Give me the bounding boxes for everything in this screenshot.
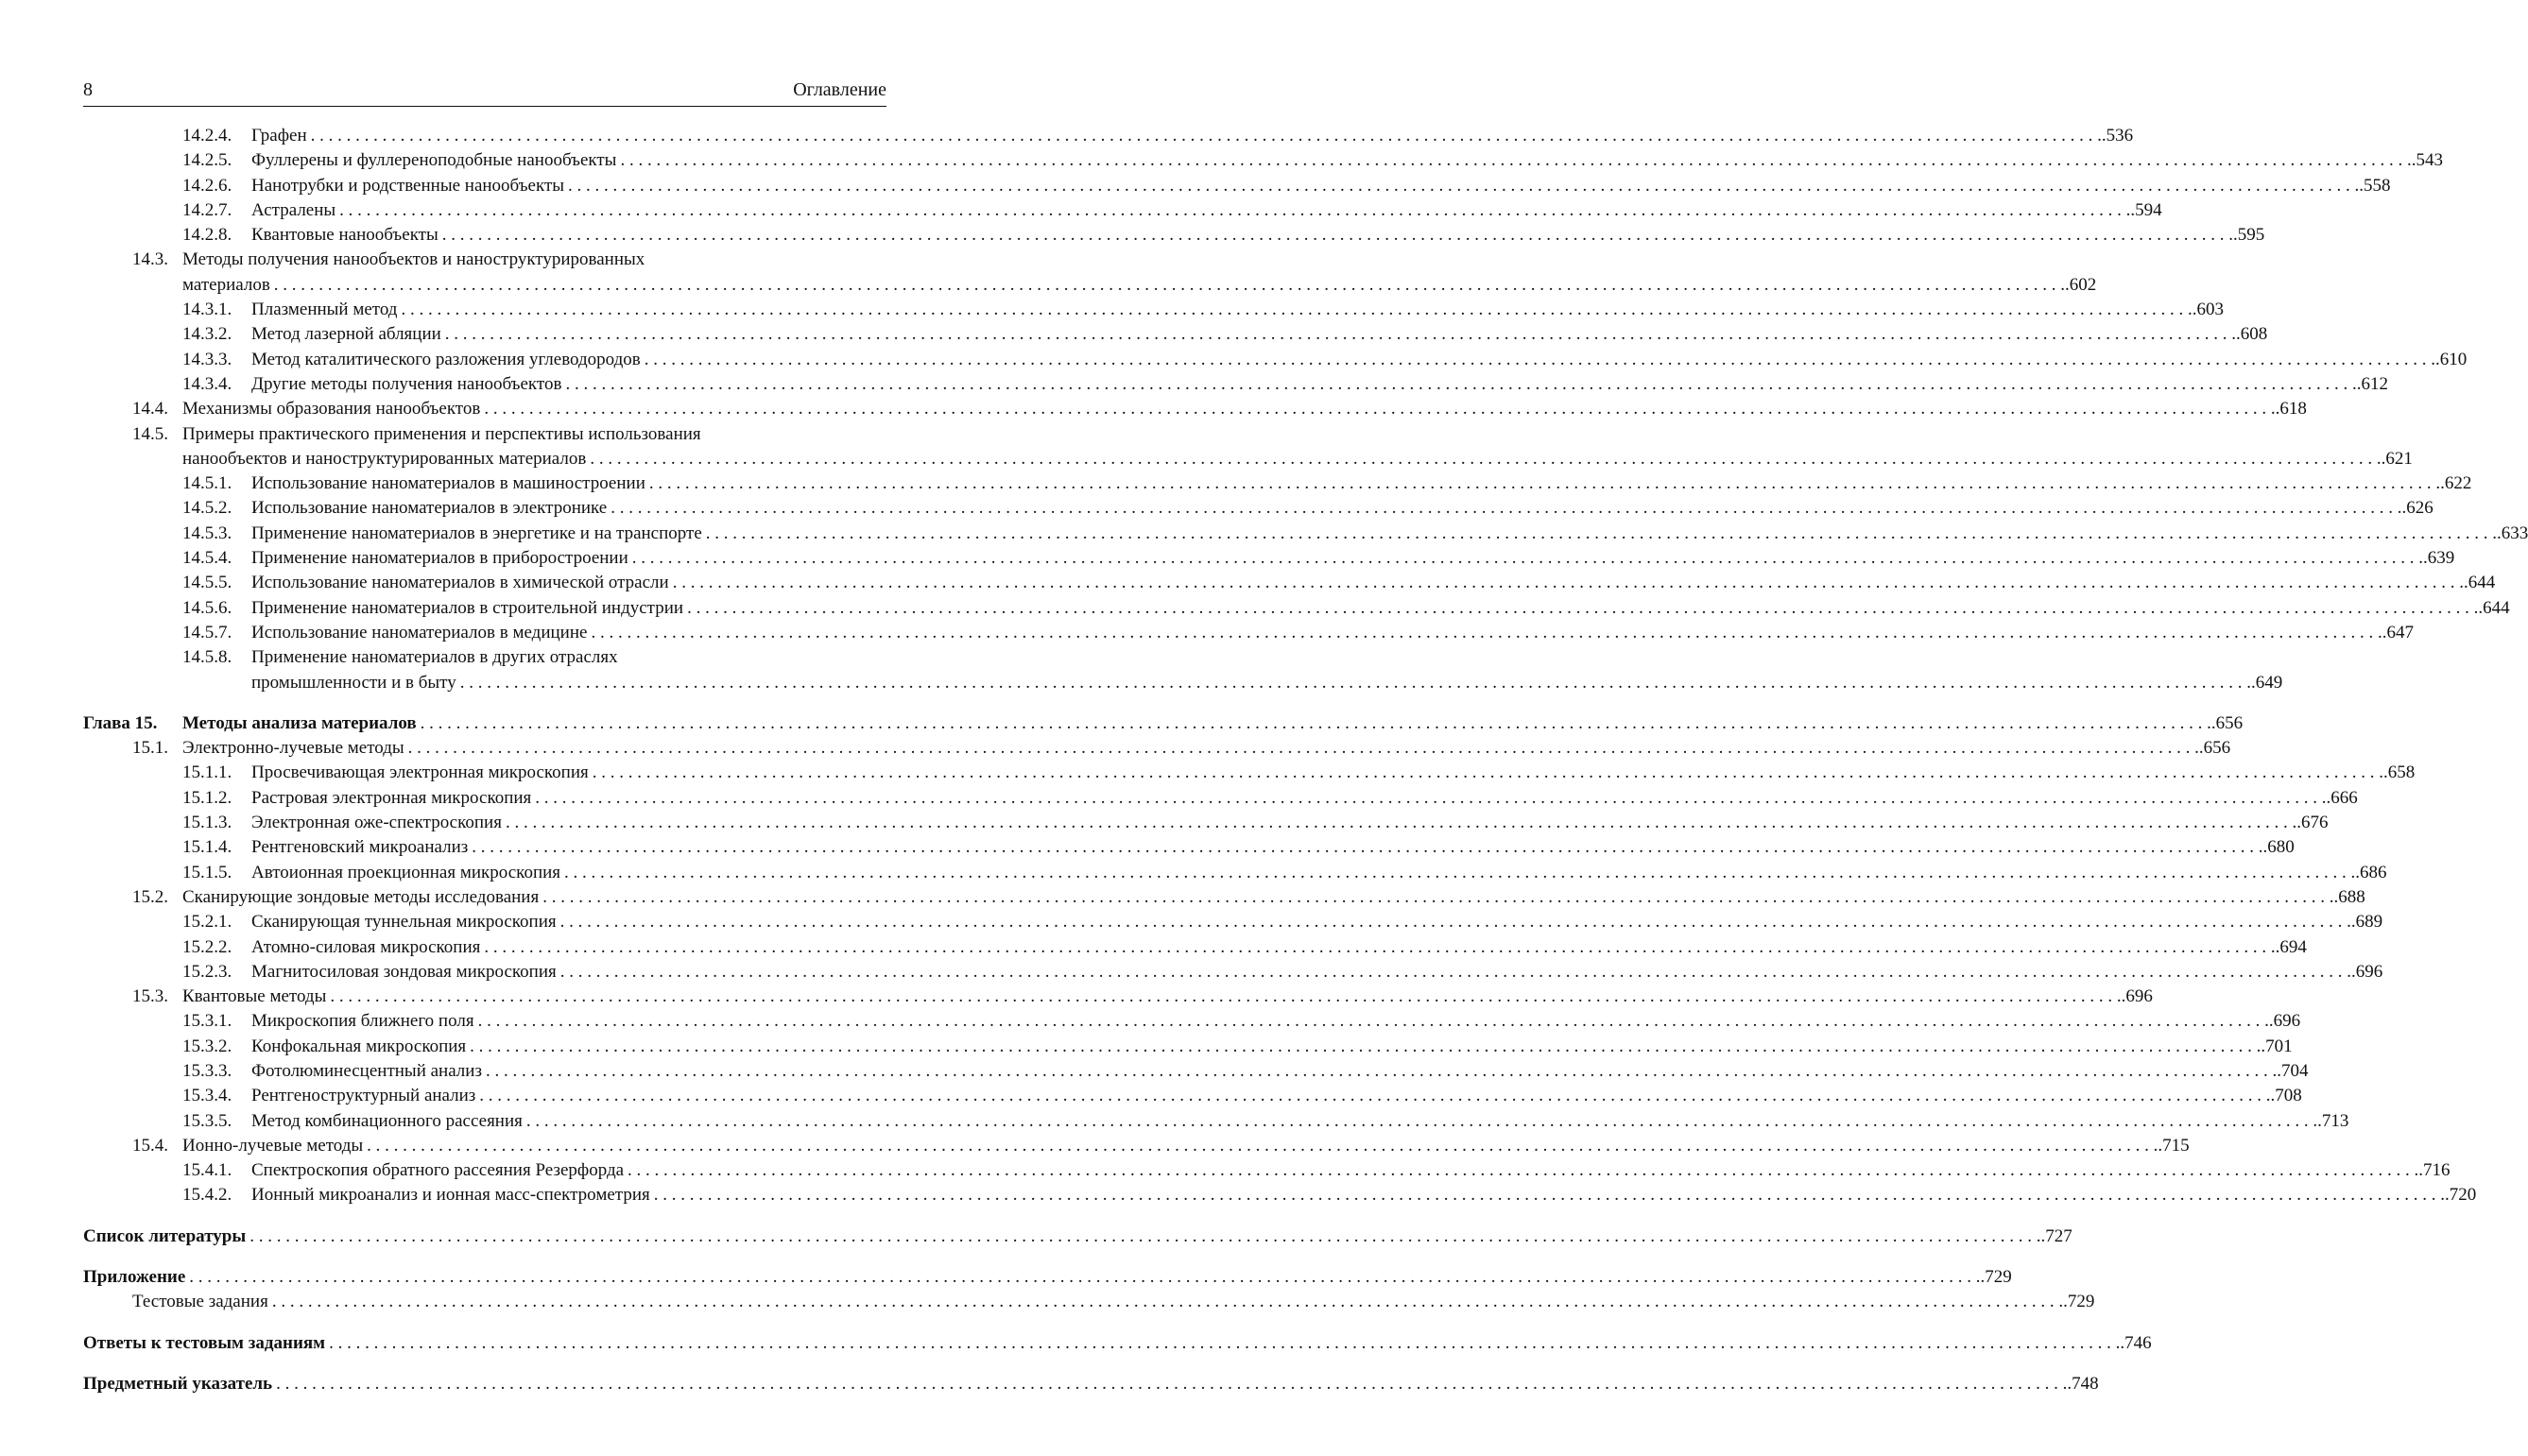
toc-entry[interactable] (83, 1009, 2301, 1034)
entry-number: 14.2.6. (182, 175, 232, 196)
entry-title: нанообъектов и наноструктурированных материалов (182, 448, 587, 469)
entry-page: .594 (2130, 199, 2162, 220)
toc-entry[interactable] (83, 1059, 2309, 1084)
entry-number: 14.5.7. (182, 622, 232, 642)
entry-title: Астралены (251, 199, 336, 220)
entry-number: 14.3.4. (182, 373, 232, 394)
entry-page: .595 (2233, 225, 2265, 246)
entry-number: 15.4.2. (182, 1185, 232, 1206)
dot-leader: . . . . . . . . . . . . . . . . . . . . . . . . . . . . . . . . . . . . . . . . . . . . . . . . . . . . . . . . . . . . . . . . . . . . . . . . . . . . . . . . . . . . . . . . . . . . . . . . . . . . . . . . . . . . . . . . . . . . . . . . . . . . . . . . . . . . . . . . . . . . . . . . . . . . . . . . . . . . . . . . . . . . . . . . . . . . . . . . . . . . . . . . . . . . . . . . . . . . . . . . (568, 175, 2360, 196)
dot-leader: . . . . . . . . . . . . . . . . . . . . . . . . . . . . . . . . . . . . . . . . . . . . . . . . . . . . . . . . . . . . . . . . . . . . . . . . . . . . . . . . . . . . . . . . . . . . . . . . . . . . . . . . . . . . . . . . . . . . . . . . . . . . . . . . . . . . . . . . . . . . . . . . . . . . . . . . . . . . . . . . . . . . . . . . . . . . . . . . . . . . . . . . . . . . . . . . . . . . . . . . (535, 787, 2327, 808)
entry-number: 15.2.3. (182, 961, 232, 982)
toc-entry[interactable] (83, 1183, 2477, 1208)
entry-title: Другие методы получения нанообъектов (251, 373, 562, 394)
dot-leader: . . . . . . . . . . . . . . . . . . . . . . . . . . . . . . . . . . . . . . . . . . . . . . . . . . . . . . . . . . . . . . . . . . . . . . . . . . . . . . . . . . . . . . . . . . . . . . . . . . . . . . . . . . . . . . . . . . . . . . . . . . . . . . . . . . . . . . . . . . . . . . . . . . . . . . . . . . . . . . . . . . . . . . . . . . . . . . . . . . . . . . . . . . . . . . . . . . . . . . . . (444, 324, 2237, 345)
entry-number: 14.3.3. (182, 349, 232, 369)
toc-entry[interactable] (83, 348, 2468, 372)
toc-entry[interactable] (83, 223, 2265, 248)
entry-page: .720 (2444, 1185, 2477, 1206)
entry-page: .727 (2040, 1225, 2072, 1246)
entry-number: 15.1.3. (182, 813, 232, 833)
entry-page: .666 (2326, 787, 2358, 808)
toc-entry[interactable] (83, 811, 2329, 835)
dot-leader: . . . . . . . . . . . . . . . . . . . . . . . . . . . . . . . . . . . . . . . . . . . . . . . . . . . . . . . . . . . . . . . . . . . . . . . . . . . . . . . . . . . . . . . . . . . . . . . . . . . . . . . . . . . . . . . . . . . . . . . . . . . . . . . . . . . . . . . . . . . . . . . . . . . . . . . . . . . . . . . . . . . . . . . . . . . . . . . . . . . . . . . . . . . . . . . . . . . . . . . . (330, 986, 2122, 1007)
entry-page: .688 (2333, 886, 2365, 907)
entry-page: .689 (2350, 912, 2383, 933)
entry-title: Магнитосиловая зондовая микроскопия (251, 961, 557, 982)
toc-entry[interactable] (83, 885, 2365, 910)
entry-page: .694 (2275, 936, 2307, 957)
dot-leader: . . . . . . . . . . . . . . . . . . . . . . . . . . . . . . . . . . . . . . . . . . . . . . . . . . . . . . . . . . . . . . . . . . . . . . . . . . . . . . . . . . . . . . . . . . . . . . . . . . . . . . . . . . . . . . . . . . . . . . . . . . . . . . . . . . . . . . . . . . . . . . . . . . . . . . . . . . . . . . . . . . . . . . . . . . . . . . . . . . . . . . . . . . . . . . . . . . . . . . . . (189, 1267, 1981, 1288)
entry-number: 15.4. (132, 1135, 168, 1156)
entry-title: Методы анализа материалов (182, 712, 417, 733)
dot-leader: . . . . . . . . . . . . . . . . . . . . . . . . . . . . . . . . . . . . . . . . . . . . . . . . . . . . . . . . . . . . . . . . . . . . . . . . . . . . . . . . . . . . . . . . . . . . . . . . . . . . . . . . . . . . . . . . . . . . . . . . . . . . . . . . . . . . . . . . . . . . . . . . . . . . . . . . . . . . . . . . . . . . . . . . . . . . . . . . . . . . . . . . . . . . . . . . . . . . . . . . (631, 548, 2423, 569)
entry-page: .686 (2355, 862, 2387, 882)
toc-entry[interactable] (83, 861, 2387, 885)
entry-title: Применение наноматериалов в строительной индустрии (251, 597, 684, 618)
toc-entry[interactable] (83, 422, 886, 447)
entry-title: Использование наноматериалов в машиностроении (251, 473, 645, 494)
dot-leader: . . . . . . . . . . . . . . . . . . . . . . . . . . . . . . . . . . . . . . . . . . . . . . . . . . . . . . . . . . . . . . . . . . . . . . . . . . . . . . . . . . . . . . . . . . . . . . . . . . . . . . . . . . . . . . . . . . . . . . . . . . . . . . . . . . . . . . . . . . . . . . . . . . . . . . . . . . . . . . . . . . . . . . . . . . . . . . . . . . . . . . . . . . . . . . . . . . . . . . . . (472, 837, 2263, 858)
entry-number: 15.2.2. (182, 936, 232, 957)
dot-leader: . . . . . . . . . . . . . . . . . . . . . . . . . . . . . . . . . . . . . . . . . . . . . . . . . . . . . . . . . . . . . . . . . . . . . . . . . . . . . . . . . . . . . . . . . . . . . . . . . . . . . . . . . . . . . . . . . . . . . . . . . . . . . . . . . . . . . . . . . . . . . . . . . . . . . . . . . . . . . . . . . . . . . . . . . . . . . . . . . . . . . . . . . . . . . . . . . . . . . . . . (559, 912, 2351, 933)
entry-title: Автоионная проекционная микроскопия (251, 862, 561, 882)
entry-page: .656 (2198, 738, 2231, 759)
entry-number: 15.1.2. (182, 787, 232, 808)
dot-leader: . . . . . . . . . . . . . . . . . . . . . . . . . . . . . . . . . . . . . . . . . . . . . . . . . . . . . . . . . . . . . . . . . . . . . . . . . . . . . . . . . . . . . . . . . . . . . . . . . . . . . . . . . . . . . . . . . . . . . . . . . . . . . . . . . . . . . . . . . . . . . . . . . . . . . . . . . . . . . . . . . . . . . . . . . . . . . . . . . . . . . . . . . . . . . . . . . . . . . . . . (648, 473, 2441, 494)
entry-title: Ионно-лучевые методы (182, 1135, 364, 1156)
dot-leader: . . . . . . . . . . . . . . . . . . . . . . . . . . . . . . . . . . . . . . . . . . . . . . . . . . . . . . . . . . . . . . . . . . . . . . . . . . . . . . . . . . . . . . . . . . . . . . . . . . . . . . . . . . . . . . . . . . . . . . . . . . . . . . . . . . . . . . . . . . . . . . . . . . . . . . . . . . . . . . . . . . . . . . . . . . . . . . . . . . . . . . . . . . . . . . . . . . . . . . . . (401, 300, 2193, 320)
dot-leader: . . . . . . . . . . . . . . . . . . . . . . . . . . . . . . . . . . . . . . . . . . . . . . . . . . . . . . . . . . . . . . . . . . . . . . . . . . . . . . . . . . . . . . . . . . . . . . . . . . . . . . . . . . . . . . . . . . . . . . . . . . . . . . . . . . . . . . . . . . . . . . . . . . . . . . . . . . . . . . . . . . . . . . . . . . . . . . . . . . . . . . . . . . . . . . . . . . . . . . . . (591, 622, 2382, 642)
entry-page: .713 (2317, 1110, 2349, 1131)
entry-page: .746 (2120, 1332, 2152, 1353)
entry-title: Фуллерены и фуллереноподобные нанообъекты (251, 150, 617, 171)
toc-entry[interactable] (83, 1134, 2190, 1158)
entry-title: Список литературы (83, 1225, 247, 1246)
entry-page: .618 (2275, 399, 2307, 420)
entry-page: .701 (2261, 1036, 2293, 1056)
dot-leader: . . . . . . . . . . . . . . . . . . . . . . . . . . . . . . . . . . . . . . . . . . . . . . . . . . . . . . . . . . . . . . . . . . . . . . . . . . . . . . . . . . . . . . . . . . . . . . . . . . . . . . . . . . . . . . . . . . . . . . . . . . . . . . . . . . . . . . . . . . . . . . . . . . . . . . . . . . . . . . . . . . . . . . . . . . . . . . . . . . . . . . . . . . . . . . . . . . . . . . . . (687, 597, 2479, 618)
entry-title: Использование наноматериалов в химической отрасли (251, 573, 669, 593)
page-number: 8 (83, 79, 93, 100)
entry-page: .621 (2381, 448, 2413, 469)
toc-entry[interactable] (83, 1265, 2012, 1290)
running-title: Оглавление (793, 79, 886, 100)
entry-title: Тестовые задания (132, 1292, 268, 1312)
dot-leader: . . . . . . . . . . . . . . . . . . . . . . . . . . . . . . . . . . . . . . . . . . . . . . . . . . . . . . . . . . . . . . . . . . . . . . . . . . . . . . . . . . . . . . . . . . . . . . . . . . . . . . . . . . . . . . . . . . . . . . . . . . . . . . . . . . . . . . . . . . . . . . . . . . . . . . . . . . . . . . . . . . . . . . . . . . . . . . . . . . . . . . . . . . . . . . . . . . . . . . . . (628, 1160, 2419, 1181)
toc-entry[interactable] (83, 761, 2416, 785)
entry-title: Микроскопия ближнего поля (251, 1011, 474, 1032)
entry-title: Атомно-силовая микроскопия (251, 936, 481, 957)
entry-number: 15.2. (132, 886, 168, 907)
entry-number: 15.1.4. (182, 837, 232, 858)
entry-page: .729 (2063, 1292, 2095, 1312)
entry-title: Метод комбинационного рассеяния (251, 1110, 523, 1131)
entry-number: 15.3.2. (182, 1036, 232, 1056)
toc-entry[interactable] (83, 835, 2295, 860)
dot-leader: . . . . . . . . . . . . . . . . . . . . . . . . . . . . . . . . . . . . . . . . . . . . . . . . . . . . . . . . . . . . . . . . . . . . . . . . . . . . . . . . . . . . . . . . . . . . . . . . . . . . . . . . . . . . . . . . . . . . . . . . . . . . . . . . . . . . . . . . . . . . . . . . . . . . . . . . . . . . . . . . . . . . . . . . . . . . . . . . . . . . . . . . . . . . . . . . . . . . . . . . (484, 399, 2276, 420)
dot-leader: . . . . . . . . . . . . . . . . . . . . . . . . . . . . . . . . . . . . . . . . . . . . . . . . . . . . . . . . . . . . . . . . . . . . . . . . . . . . . . . . . . . . . . . . . . . . . . . . . . . . . . . . . . . . . . . . . . . . . . . . . . . . . . . . . . . . . . . . . . . . . . . . . . . . . . . . . . . . . . . . . . . . . . . . . . . . . . . . . . . . . . . . . . . . . . . . . . . . . . . . (407, 738, 2199, 759)
entry-title: Графен (251, 126, 307, 146)
entry-page: .633 (2497, 522, 2528, 543)
toc-entry[interactable] (83, 1372, 2099, 1396)
dot-leader: . . . . . . . . . . . . . . . . . . . . . . . . . . . . . . . . . . . . . . . . . . . . . . . . . . . . . . . . . . . . . . . . . . . . . . . . . . . . . . . . . . . . . . . . . . . . . . . . . . . . . . . . . . . . . . . . . . . . . . . . . . . . . . . . . . . . . . . . . . . . . . . . . . . . . . . . . . . . . . . . . . . . . . . . . . . . . . . . . . . . . . . . . . . . . . . . . . . . . . . . (420, 712, 2211, 733)
entry-number: 14.5.6. (182, 597, 232, 618)
dot-leader: . . . . . . . . . . . . . . . . . . . . . . . . . . . . . . . . . . . . . . . . . . . . . . . . . . . . . . . . . . . . . . . . . . . . . . . . . . . . . . . . . . . . . . . . . . . . . . . . . . . . . . . . . . . . . . . . . . . . . . . . . . . . . . . . . . . . . . . . . . . . . . . . . . . . . . . . . . . . . . . . . . . . . . . . . . . . . . . . . . . . . . . . . . . . . . . . . . . . . . . . (505, 813, 2297, 833)
entry-title: материалов (182, 274, 270, 295)
dot-leader: . . . . . . . . . . . . . . . . . . . . . . . . . . . . . . . . . . . . . . . . . . . . . . . . . . . . . . . . . . . . . . . . . . . . . . . . . . . . . . . . . . . . . . . . . . . . . . . . . . . . . . . . . . . . . . . . . . . . . . . . . . . . . . . . . . . . . . . . . . . . . . . . . . . . . . . . . . . . . . . . . . . . . . . . . . . . . . . . . . . . . . . . . . . . . . . . . . . . . . . . (564, 862, 2356, 882)
entry-title: Квантовые методы (182, 986, 327, 1007)
entry-number: 15.3.1. (182, 1011, 232, 1032)
dot-leader: . . . . . . . . . . . . . . . . . . . . . . . . . . . . . . . . . . . . . . . . . . . . . . . . . . . . . . . . . . . . . . . . . . . . . . . . . . . . . . . . . . . . . . . . . . . . . . . . . . . . . . . . . . . . . . . . . . . . . . . . . . . . . . . . . . . . . . . . . . . . . . . . . . . . . . . . . . . . . . . . . . . . . . . . . . . . . . . . . . . . . . . . . . . . . . . . . . . . . . . . (559, 961, 2351, 982)
entry-page: .536 (2101, 126, 2134, 146)
running-header (83, 77, 886, 107)
entry-number: 15.3.3. (182, 1060, 232, 1081)
toc-entry[interactable] (83, 546, 2455, 571)
toc-entry[interactable] (83, 645, 886, 670)
table-of-contents (83, 124, 2528, 1396)
toc-entry[interactable] (83, 935, 2307, 960)
dot-leader: . . . . . . . . . . . . . . . . . . . . . . . . . . . . . . . . . . . . . . . . . . . . . . . . . . . . . . . . . . . . . . . . . . . . . . . . . . . . . . . . . . . . . . . . . . . . . . . . . . . . . . . . . . . . . . . . . . . . . . . . . . . . . . . . . . . . . . . . . . . . . . . . . . . . . . . . . . . . . . . . . . . . . . . . . . . . . . . . . . . . . . . . . . . . . . . . . . . . . . . . (485, 1060, 2278, 1081)
toc-entry[interactable] (83, 298, 2224, 322)
entry-title: Механизмы образования нанообъектов (182, 399, 481, 420)
entry-title: Применение наноматериалов в приборостроении (251, 548, 628, 569)
entry-title: Просвечивающая электронная микроскопия (251, 762, 589, 783)
entry-number: 14.5.4. (182, 548, 232, 569)
dot-leader: . . . . . . . . . . . . . . . . . . . . . . . . . . . . . . . . . . . . . . . . . . . . . . . . . . . . . . . . . . . . . . . . . . . . . . . . . . . . . . . . . . . . . . . . . . . . . . . . . . . . . . . . . . . . . . . . . . . . . . . . . . . . . . . . . . . . . . . . . . . . . . . . . . . . . . . . . . . . . . . . . . . . . . . . . . . . . . . . . . . . . . . . . . . . . . . . . . . . . . . . (470, 1036, 2261, 1056)
dot-leader: . . . . . . . . . . . . . . . . . . . . . . . . . . . . . . . . . . . . . . . . . . . . . . . . . . . . . . . . . . . . . . . . . . . . . . . . . . . . . . . . . . . . . . . . . . . . . . . . . . . . . . . . . . . . . . . . . . . . . . . . . . . . . . . . . . . . . . . . . . . . . . . . . . . . . . . . . . . . . . . . . . . . . . . . . . . . . . . . . . . . . . . . . . . . . . . . . . . . . . . . (271, 1292, 2064, 1312)
toc-entry[interactable] (83, 397, 2307, 421)
entry-title: Электронно-лучевые методы (182, 738, 404, 759)
entry-title: Плазменный метод (251, 300, 398, 320)
dot-leader: . . . . . . . . . . . . . . . . . . . . . . . . . . . . . . . . . . . . . . . . . . . . . . . . . . . . . . . . . . . . . . . . . . . . . . . . . . . . . . . . . . . . . . . . . . . . . . . . . . . . . . . . . . . . . . . . . . . . . . . . . . . . . . . . . . . . . . . . . . . . . . . . . . . . . . . . . . . . . . . . . . . . . . . . . . . . . . . . . . . . . . . . . . . . . . . . . . . . . . . . (590, 448, 2382, 469)
toc-entry[interactable] (83, 522, 2528, 546)
entry-title: Ионный микроанализ и ионная масс-спектрометрия (251, 1185, 650, 1206)
toc-entry[interactable] (83, 447, 2413, 471)
entry-page: .543 (2411, 150, 2443, 171)
toc-entry[interactable] (83, 322, 2268, 347)
entry-number: 15.3.5. (182, 1110, 232, 1131)
entry-title: Конфокальная микроскопия (251, 1036, 467, 1056)
toc-entry[interactable] (83, 124, 2134, 148)
entry-title: Предметный указатель (83, 1373, 273, 1394)
dot-leader: . . . . . . . . . . . . . . . . . . . . . . . . . . . . . . . . . . . . . . . . . . . . . . . . . . . . . . . . . . . . . . . . . . . . . . . . . . . . . . . . . . . . . . . . . . . . . . . . . . . . . . . . . . . . . . . . . . . . . . . . . . . . . . . . . . . . . . . . . . . . . . . . . . . . . . . . . . . . . . . . . . . . . . . . . . . . . . . . . . . . . . . . . . . . . . . . . . . . . . . . (477, 1011, 2269, 1032)
entry-page: .696 (2351, 961, 2383, 982)
entry-page: .612 (2356, 373, 2388, 394)
dot-leader: . . . . . . . . . . . . . . . . . . . . . . . . . . . . . . . . . . . . . . . . . . . . . . . . . . . . . . . . . . . . . . . . . . . . . . . . . . . . . . . . . . . . . . . . . . . . . . . . . . . . . . . . . . . . . . . . . . . . . . . . . . . . . . . . . . . . . . . . . . . . . . . . . . . . . . . . . . . . . . . . . . . . . . . . . . . . . . . . . . . . . . . . . . . . . . . . . . . . . . . . (441, 225, 2233, 246)
entry-number: 14.2.5. (182, 150, 232, 171)
toc-entry[interactable] (83, 198, 2162, 223)
entry-page: .602 (2065, 274, 2097, 295)
dot-leader: . . . . . . . . . . . . . . . . . . . . . . . . . . . . . . . . . . . . . . . . . . . . . . . . . . . . . . . . . . . . . . . . . . . . . . . . . . . . . . . . . . . . . . . . . . . . . . . . . . . . . . . . . . . . . . . . . . . . . . . . . . . . . . . . . . . . . . . . . . . . . . . . . . . . . . . . . . . . . . . . . . . . . . . . . . . . . . . . . . . . . . . . . . . . . . . . . . . . . . . . (611, 498, 2402, 519)
entry-title: Квантовые нанообъекты (251, 225, 439, 246)
entry-title: Примеры практического применения и перспективы использования (182, 423, 701, 444)
entry-page: .649 (2250, 672, 2283, 693)
entry-page: .622 (2440, 473, 2472, 494)
entry-page: .715 (2158, 1135, 2190, 1156)
entry-number: 14.5.2. (182, 498, 232, 519)
entry-number: 14.5.3. (182, 522, 232, 543)
entry-page: .603 (2192, 300, 2224, 320)
entry-number: 14.5.1. (182, 473, 232, 494)
toc-entry[interactable] (83, 1331, 2152, 1356)
entry-title: Рентгеноструктурный анализ (251, 1086, 476, 1106)
dot-leader: . . . . . . . . . . . . . . . . . . . . . . . . . . . . . . . . . . . . . . . . . . . . . . . . . . . . . . . . . . . . . . . . . . . . . . . . . . . . . . . . . . . . . . . . . . . . . . . . . . . . . . . . . . . . . . . . . . . . . . . . . . . . . . . . . . . . . . . . . . . . . . . . . . . . . . . . . . . . . . . . . . . . . . . . . . . . . . . . . . . . . . . . . . . . . . . . . . . . . . . . (310, 126, 2102, 146)
dot-leader: . . . . . . . . . . . . . . . . . . . . . . . . . . . . . . . . . . . . . . . . . . . . . . . . . . . . . . . . . . . . . . . . . . . . . . . . . . . . . . . . . . . . . . . . . . . . . . . . . . . . . . . . . . . . . . . . . . . . . . . . . . . . . . . . . . . . . . . . . . . . . . . . . . . . . . . . . . . . . . . . . . . . . . . . . . . . . . . . . . . . . . . . . . . . . . . . . . . . . . . . (479, 1086, 2271, 1106)
entry-title: Рентгеновский микроанализ (251, 837, 469, 858)
entry-number: 14.2.8. (182, 225, 232, 246)
entry-number: 14.2.4. (182, 126, 232, 146)
entry-title: Метод каталитического разложения углеводородов (251, 349, 641, 369)
entry-number: 14.5. (132, 423, 168, 444)
dot-leader: . . . . . . . . . . . . . . . . . . . . . . . . . . . . . . . . . . . . . . . . . . . . . . . . . . . . . . . . . . . . . . . . . . . . . . . . . . . . . . . . . . . . . . . . . . . . . . . . . . . . . . . . . . . . . . . . . . . . . . . . . . . . . . . . . . . . . . . . . . . . . . . . . . . . . . . . . . . . . . . . . . . . . . . . . . . . . . . . . . . . . . . . . . . . . . . . . . . . . . . . (644, 349, 2435, 369)
entry-number: 14.5.8. (182, 647, 232, 668)
entry-page: .696 (2268, 1011, 2301, 1032)
entry-number: 15.4.1. (182, 1160, 232, 1181)
entry-title: Использование наноматериалов в электронике (251, 498, 608, 519)
dot-leader: . . . . . . . . . . . . . . . . . . . . . . . . . . . . . . . . . . . . . . . . . . . . . . . . . . . . . . . . . . . . . . . . . . . . . . . . . . . . . . . . . . . . . . . . . . . . . . . . . . . . . . . . . . . . . . . . . . . . . . . . . . . . . . . . . . . . . . . . . . . . . . . . . . . . . . . . . . . . . . . . . . . . . . . . . . . . . . . . . . . . . . . . . . . . . . . . . . . . . . . . (339, 199, 2131, 220)
toc-entry[interactable] (83, 786, 2358, 811)
entry-page: .644 (2478, 597, 2510, 618)
entry-number: 14.3.2. (182, 324, 232, 345)
entry-page: .639 (2423, 548, 2455, 569)
entry-page: .658 (2383, 762, 2416, 783)
toc-entry[interactable] (83, 960, 2383, 985)
entry-page: .716 (2418, 1160, 2451, 1181)
entry-page: .644 (2463, 573, 2496, 593)
dot-leader: . . . . . . . . . . . . . . . . . . . . . . . . . . . . . . . . . . . . . . . . . . . . . . . . . . . . . . . . . . . . . . . . . . . . . . . . . . . . . . . . . . . . . . . . . . . . . . . . . . . . . . . . . . . . . . . . . . . . . . . . . . . . . . . . . . . . . . . . . . . . . . . . . . . . . . . . . . . . . . . . . . . . . . . . . . . . . . . . . . . . . . . . . . . . . . . . . . . . . . . . (620, 150, 2412, 171)
toc-entry[interactable] (83, 1225, 2072, 1249)
entry-number: 14.2.7. (182, 199, 232, 220)
toc-entry[interactable] (83, 736, 2231, 761)
toc-entry[interactable] (83, 496, 2433, 521)
entry-title: Электронная оже-спектроскопия (251, 813, 502, 833)
entry-number: 14.3. (132, 249, 168, 270)
entry-title: Приложение (83, 1267, 186, 1288)
toc-entry[interactable] (83, 174, 2391, 198)
toc-entry[interactable] (83, 671, 2283, 695)
entry-title: Использование наноматериалов в медицине (251, 622, 588, 642)
entry-title: промышленности и в быту (251, 672, 456, 693)
entry-number: 15.3. (132, 986, 168, 1007)
entry-page: .748 (2067, 1373, 2099, 1394)
entry-page: .647 (2382, 622, 2414, 642)
toc-entry[interactable] (83, 273, 2097, 298)
dot-leader: . . . . . . . . . . . . . . . . . . . . . . . . . . . . . . . . . . . . . . . . . . . . . . . . . . . . . . . . . . . . . . . . . . . . . . . . . . . . . . . . . . . . . . . . . . . . . . . . . . . . . . . . . . . . . . . . . . . . . . . . . . . . . . . . . . . . . . . . . . . . . . . . . . . . . . . . . . . . . . . . . . . . . . . . . . . . . . . . . . . . . . . . . . . . . . . . . . . . . . . . (653, 1185, 2445, 1206)
entry-title: Ответы к тестовым заданиям (83, 1332, 326, 1353)
entry-number: 15.1.1. (182, 762, 232, 783)
entry-page: .676 (2296, 813, 2329, 833)
toc-entry[interactable] (83, 711, 2244, 736)
entry-title: Сканирующие зондовые методы исследования (182, 886, 540, 907)
dot-leader: . . . . . . . . . . . . . . . . . . . . . . . . . . . . . . . . . . . . . . . . . . . . . . . . . . . . . . . . . . . . . . . . . . . . . . . . . . . . . . . . . . . . . . . . . . . . . . . . . . . . . . . . . . . . . . . . . . . . . . . . . . . . . . . . . . . . . . . . . . . . . . . . . . . . . . . . . . . . . . . . . . . . . . . . . . . . . . . . . . . . . . . . . . . . . . . . . . . . . . . . (276, 1373, 2068, 1394)
entry-page: .626 (2401, 498, 2433, 519)
dot-leader: . . . . . . . . . . . . . . . . . . . . . . . . . . . . . . . . . . . . . . . . . . . . . . . . . . . . . . . . . . . . . . . . . . . . . . . . . . . . . . . . . . . . . . . . . . . . . . . . . . . . . . . . . . . . . . . . . . . . . . . . . . . . . . . . . . . . . . . . . . . . . . . . . . . . . . . . . . . . . . . . . . . . . . . . . . . . . . . . . . . . . . . . . . . . . . . . . . . . . . . . (459, 672, 2251, 693)
toc-entry[interactable] (83, 596, 2510, 621)
entry-title: Применение наноматериалов в энергетике и на транспорте (251, 522, 702, 543)
entry-number: 14.5.5. (182, 573, 232, 593)
toc-entry[interactable] (83, 571, 2496, 595)
entry-title: Методы получения нанообъектов и наноструктурированных (182, 249, 645, 270)
dot-leader: . . . . . . . . . . . . . . . . . . . . . . . . . . . . . . . . . . . . . . . . . . . . . . . . . . . . . . . . . . . . . . . . . . . . . . . . . . . . . . . . . . . . . . . . . . . . . . . . . . . . . . . . . . . . . . . . . . . . . . . . . . . . . . . . . . . . . . . . . . . . . . . . . . . . . . . . . . . . . . . . . . . . . . . . . . . . . . . . . . . . . . . . . . . . . . . . . . . . . . . . (484, 936, 2276, 957)
entry-page: .696 (2121, 986, 2153, 1007)
entry-page: .610 (2435, 349, 2468, 369)
entry-number: 14.4. (132, 399, 168, 420)
entry-title: Применение наноматериалов в других отраслях (251, 647, 618, 668)
dot-leader: . . . . . . . . . . . . . . . . . . . . . . . . . . . . . . . . . . . . . . . . . . . . . . . . . . . . . . . . . . . . . . . . . . . . . . . . . . . . . . . . . . . . . . . . . . . . . . . . . . . . . . . . . . . . . . . . . . . . . . . . . . . . . . . . . . . . . . . . . . . . . . . . . . . . . . . . . . . . . . . . . . . . . . . . . . . . . . . . . . . . . . . . . . . . . . . . . . . . . . . . (592, 762, 2383, 783)
dot-leader: . . . . . . . . . . . . . . . . . . . . . . . . . . . . . . . . . . . . . . . . . . . . . . . . . . . . . . . . . . . . . . . . . . . . . . . . . . . . . . . . . . . . . . . . . . . . . . . . . . . . . . . . . . . . . . . . . . . . . . . . . . . . . . . . . . . . . . . . . . . . . . . . . . . . . . . . . . . . . . . . . . . . . . . . . . . . . . . . . . . . . . . . . . . . . . . . . . . . . . . . (525, 1110, 2318, 1131)
toc-entry[interactable] (83, 1290, 2095, 1314)
entry-title: Фотолюминесцентный анализ (251, 1060, 482, 1081)
toc-entry[interactable] (83, 1035, 2293, 1059)
entry-number: 15.3.4. (182, 1086, 232, 1106)
toc-entry[interactable] (83, 985, 2153, 1009)
toc-entry[interactable] (83, 471, 2472, 496)
entry-title: Нанотрубки и родственные нанообъекты (251, 175, 565, 196)
dot-leader: . . . . . . . . . . . . . . . . . . . . . . . . . . . . . . . . . . . . . . . . . . . . . . . . . . . . . . . . . . . . . . . . . . . . . . . . . . . . . . . . . . . . . . . . . . . . . . . . . . . . . . . . . . . . . . . . . . . . . . . . . . . . . . . . . . . . . . . . . . . . . . . . . . . . . . . . . . . . . . . . . . . . . . . . . . . . . . . . . . . . . . . . . . . . . . . . . . . . . . . . (367, 1135, 2158, 1156)
dot-leader: . . . . . . . . . . . . . . . . . . . . . . . . . . . . . . . . . . . . . . . . . . . . . . . . . . . . . . . . . . . . . . . . . . . . . . . . . . . . . . . . . . . . . . . . . . . . . . . . . . . . . . . . . . . . . . . . . . . . . . . . . . . . . . . . . . . . . . . . . . . . . . . . . . . . . . . . . . . . . . . . . . . . . . . . . . . . . . . . . . . . . . . . . . . . . . . . . . . . . . . . (672, 573, 2464, 593)
toc-entry[interactable] (83, 248, 886, 272)
entry-number: 15.1. (132, 738, 168, 759)
entry-page: .656 (2210, 712, 2244, 733)
dot-leader: . . . . . . . . . . . . . . . . . . . . . . . . . . . . . . . . . . . . . . . . . . . . . . . . . . . . . . . . . . . . . . . . . . . . . . . . . . . . . . . . . . . . . . . . . . . . . . . . . . . . . . . . . . . . . . . . . . . . . . . . . . . . . . . . . . . . . . . . . . . . . . . . . . . . . . . . . . . . . . . . . . . . . . . . . . . . . . . . . . . . . . . . . . . . . . . . . . . . . . . . (565, 373, 2357, 394)
entry-title: Метод лазерной абляции (251, 324, 441, 345)
entry-page: .608 (2236, 324, 2268, 345)
toc-entry[interactable] (83, 910, 2383, 934)
entry-page: .680 (2262, 837, 2295, 858)
entry-page: .708 (2270, 1086, 2302, 1106)
toc-entry[interactable] (83, 1109, 2349, 1134)
entry-number: Глава 15. (83, 712, 158, 733)
dot-leader: . . . . . . . . . . . . . . . . . . . . . . . . . . . . . . . . . . . . . . . . . . . . . . . . . . . . . . . . . . . . . . . . . . . . . . . . . . . . . . . . . . . . . . . . . . . . . . . . . . . . . . . . . . . . . . . . . . . . . . . . . . . . . . . . . . . . . . . . . . . . . . . . . . . . . . . . . . . . . . . . . . . . . . . . . . . . . . . . . . . . . . . . . . . . . . . . . . . . . . . . (249, 1225, 2041, 1246)
toc-entry[interactable] (83, 621, 2414, 645)
entry-title: Спектроскопия обратного рассеяния Резерфорда (251, 1160, 625, 1181)
entry-title: Растровая электронная микроскопия (251, 787, 532, 808)
dot-leader: . . . . . . . . . . . . . . . . . . . . . . . . . . . . . . . . . . . . . . . . . . . . . . . . . . . . . . . . . . . . . . . . . . . . . . . . . . . . . . . . . . . . . . . . . . . . . . . . . . . . . . . . . . . . . . . . . . . . . . . . . . . . . . . . . . . . . . . . . . . . . . . . . . . . . . . . . . . . . . . . . . . . . . . . . . . . . . . . . . . . . . . . . . . . . . . . . . . . . . . . (329, 1332, 2121, 1353)
dot-leader: . . . . . . . . . . . . . . . . . . . . . . . . . . . . . . . . . . . . . . . . . . . . . . . . . . . . . . . . . . . . . . . . . . . . . . . . . . . . . . . . . . . . . . . . . . . . . . . . . . . . . . . . . . . . . . . . . . . . . . . . . . . . . . . . . . . . . . . . . . . . . . . . . . . . . . . . . . . . . . . . . . . . . . . . . . . . . . . . . . . . . . . . . . . . . . . . . . . . . . . . (273, 274, 2066, 295)
toc-entry[interactable] (83, 1084, 2302, 1108)
dot-leader: . . . . . . . . . . . . . . . . . . . . . . . . . . . . . . . . . . . . . . . . . . . . . . . . . . . . . . . . . . . . . . . . . . . . . . . . . . . . . . . . . . . . . . . . . . . . . . . . . . . . . . . . . . . . . . . . . . . . . . . . . . . . . . . . . . . . . . . . . . . . . . . . . . . . . . . . . . . . . . . . . . . . . . . . . . . . . . . . . . . . . . . . . . . . . . . . . . . . . . . . (705, 522, 2498, 543)
toc-entry[interactable] (83, 148, 2443, 173)
toc-entry[interactable] (83, 372, 2388, 397)
entry-number: 15.1.5. (182, 862, 232, 882)
toc-entry[interactable] (83, 1158, 2451, 1183)
entry-page: .558 (2359, 175, 2391, 196)
entry-page: .704 (2277, 1060, 2309, 1081)
entry-number: 14.3.1. (182, 300, 232, 320)
entry-title: Сканирующая туннельная микроскопия (251, 912, 557, 933)
entry-page: .729 (1980, 1267, 2012, 1288)
dot-leader: . . . . . . . . . . . . . . . . . . . . . . . . . . . . . . . . . . . . . . . . . . . . . . . . . . . . . . . . . . . . . . . . . . . . . . . . . . . . . . . . . . . . . . . . . . . . . . . . . . . . . . . . . . . . . . . . . . . . . . . . . . . . . . . . . . . . . . . . . . . . . . . . . . . . . . . . . . . . . . . . . . . . . . . . . . . . . . . . . . . . . . . . . . . . . . . . . . . . . . . . (542, 886, 2334, 907)
entry-number: 15.2.1. (182, 912, 232, 933)
